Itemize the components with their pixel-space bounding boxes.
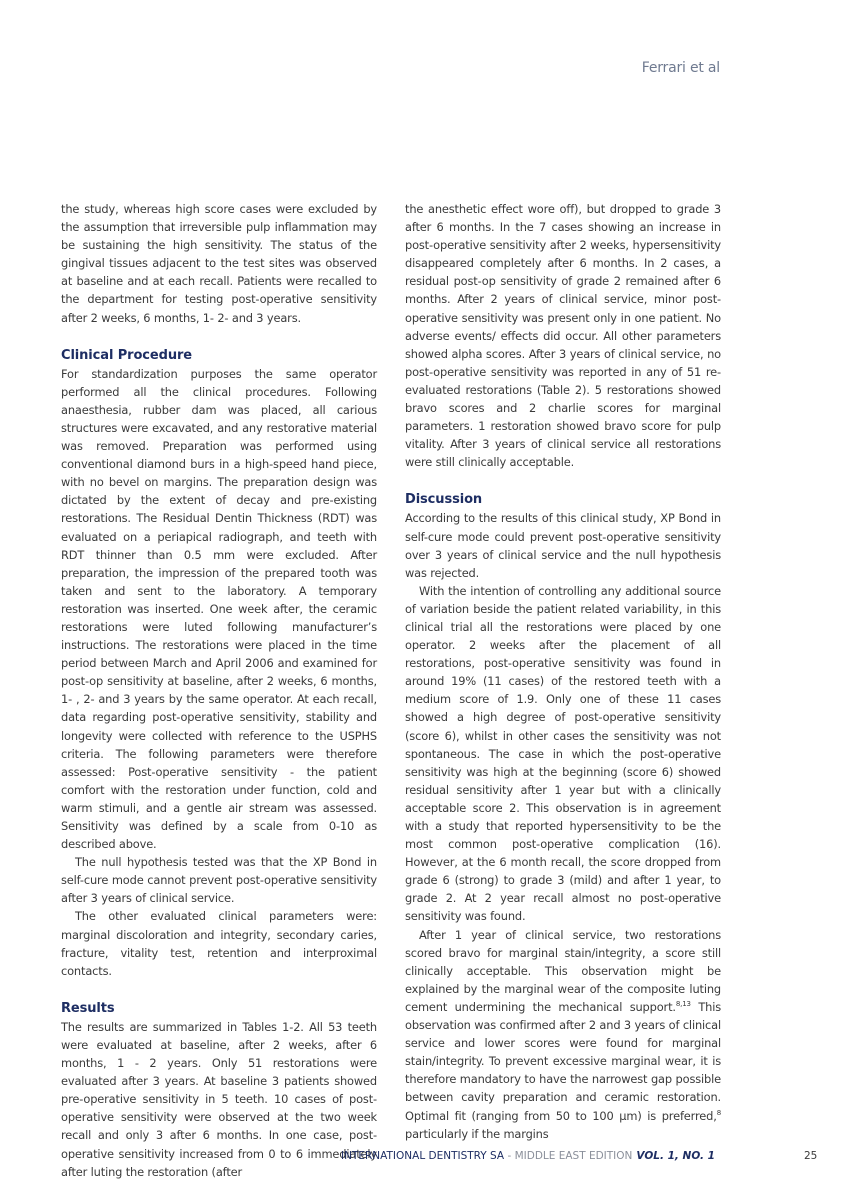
- page-footer: [341, 1150, 715, 1162]
- footer-edition: - MIDDLE EAST EDITION: [504, 1150, 633, 1162]
- clinical-procedure-paragraph-3: The other evaluated clinical parameters were: marginal discoloration and integrity, secondary caries, fracture, vitality test, retention and interproximal contacts.: [61, 909, 377, 978]
- discussion-paragraph-2: With the intention of controlling any additional source of variation beside the patient related variability, in this clinical trial all the restorations were placed by one operator. 2 weeks after the placement of all restorations, post-operative sensitivity was found in around 19% (11 cases) of the restored teeth with a medium score of 1.9. Only one of these 11 cases showed a high degree of post-operative sensitivity (score 6), whilst in other cases the sensitivity was not spontaneous. The case in which the post-operative sensitivity was high at the beginning (score 6) showed residual sensitivity after 1 year but with a clinically acceptable score 2. This observation is in agreement with a study that reported hypersensitivity to be the most common post-operative complication (16). However, at the 6 month recall, the score dropped from grade 6 (strong) to grade 3 (mild) and after 1 year, to grade 2. At 2 year recall almost no post-operative sensitivity was found.: [405, 583, 721, 924]
- section-heading-results: Results: [61, 1000, 115, 1016]
- discussion-p3-text-3: particularly if the margins: [405, 1126, 549, 1141]
- section-heading-clinical-procedure: Clinical Procedure: [61, 347, 193, 363]
- right-column: [405, 200, 721, 1143]
- results-paragraph-1: The results are summarized in Tables 1-2. All 53 teeth were evaluated at baseline, after 2 weeks, after 6 months, 1 - 2 years. Only 51 restorations were evaluated after 3 years. At baseline 3 patients showed pre-operative sensitivity in 5 teeth. 10 cases of post-operative sensitivity were observed at the two week recall and only 3 after 6 months. In one case, post-operative sensitivity increased from 0 to 6 immediately after luting the restoration (after: [61, 1019, 377, 1179]
- discussion-p3-text-1: After 1 year of clinical service, two restorations scored bravo for marginal stain/integrity, a score still clinically acceptable. This observation might be explained by the marginal wear of the composite luting cement undermining the mechanical support.: [405, 927, 721, 1014]
- left-column: [61, 200, 377, 1181]
- running-head-author: Ferrari et al: [641, 60, 720, 76]
- intro-paragraph: the study, whereas high score cases were excluded by the assumption that irreversible pulp inflammation may be sustaining the high sensitivity. The status of the gingival tissues adjacent to the test sites was observed at baseline and at each recall. Patients were recalled to the department for testing post-operative sensitivity after 2 weeks, 6 months, 1- 2- and 3 years.: [61, 202, 377, 325]
- footer-volume: VOL. 1, NO. 1: [636, 1150, 715, 1162]
- page-number: 25: [804, 1150, 818, 1162]
- discussion-paragraph-1: According to the results of this clinical study, XP Bond in self-cure mode could prevent post-operative sensitivity over 3 years of clinical service and the null hypothesis was rejected.: [405, 511, 721, 580]
- citation-superscript: 8: [716, 1108, 721, 1117]
- discussion-p3-text-2: This observation was confirmed after 2 and 3 years of clinical service and lower scores were found for marginal stain/integrity. To prevent excessive marginal wear, it is therefore mandatory to have the narrowest gap possible between cavity preparation and ceramic restoration. Optimal fit (ranging from 50 to 100 µm) is preferred,: [405, 999, 721, 1123]
- discussion-paragraph-3: [405, 926, 721, 1143]
- footer-journal-name: INTERNATIONAL DENTISTRY SA: [341, 1150, 505, 1162]
- results-continued-paragraph: the anesthetic effect wore off), but dropped to grade 3 after 6 months. In the 7 cases showing an increase in post-operative sensitivity after 2 weeks, hypersensitivity disappeared completely after 6 months. In 2 cases, a residual post-op sensitivity of grade 2 remained after 6 months. After 2 years of clinical service, minor post-operative sensitivity was present only in one patient. No adverse events/ effects did occur. All other parameters showed alpha scores. After 3 years of clinical service, no post-operative sensitivity was reported in any of 51 re-evaluated restorations (Table 2). 5 restorations showed bravo scores and 2 charlie scores for marginal parameters. 1 restoration showed bravo score for pulp vitality. After 3 years of clinical service all restorations were still clinically acceptable.: [405, 202, 721, 470]
- clinical-procedure-paragraph-2: The null hypothesis tested was that the XP Bond in self-cure mode cannot prevent post-operative sensitivity after 3 years of clinical service.: [61, 855, 377, 906]
- citation-superscript: 8,13: [675, 1000, 691, 1009]
- clinical-procedure-paragraph-1: For standardization purposes the same operator performed all the clinical procedures. Following anaesthesia, rubber dam was placed, all carious structures were excavated, and any restorative material was removed. Preparation was performed using conventional diamond burs in a high-speed hand piece, with no bevel on margins. The preparation design was dictated by the extent of decay and pre-existing restorations. The Residual Dentin Thickness (RDT) was evaluated on a periapical radiograph, and teeth with RDT thinner than 0.5 mm were excluded. After preparation, the impression of the prepared tooth was taken and sent to the laboratory. A temporary restoration was inserted. One week after, the ceramic restorations were luted following manufacturer’s instructions. The restorations were placed in the time period between March and April 2006 and examined for post-op sensitivity at baseline, after 2 weeks, 6 months, 1- , 2- and 3 years by the same operator. At each recall, data regarding post-operative sensitivity, stability and longevity were collected with reference to the USPHS criteria. The following parameters were therefore assessed: Post-operative sensitivity - the patient comfort with the restoration under function, cold and warm stimuli, and a gentle air stream was assessed. Sensitivity was defined by a scale from 0-10 as described above.: [61, 366, 377, 852]
- section-heading-discussion: Discussion: [405, 492, 483, 508]
